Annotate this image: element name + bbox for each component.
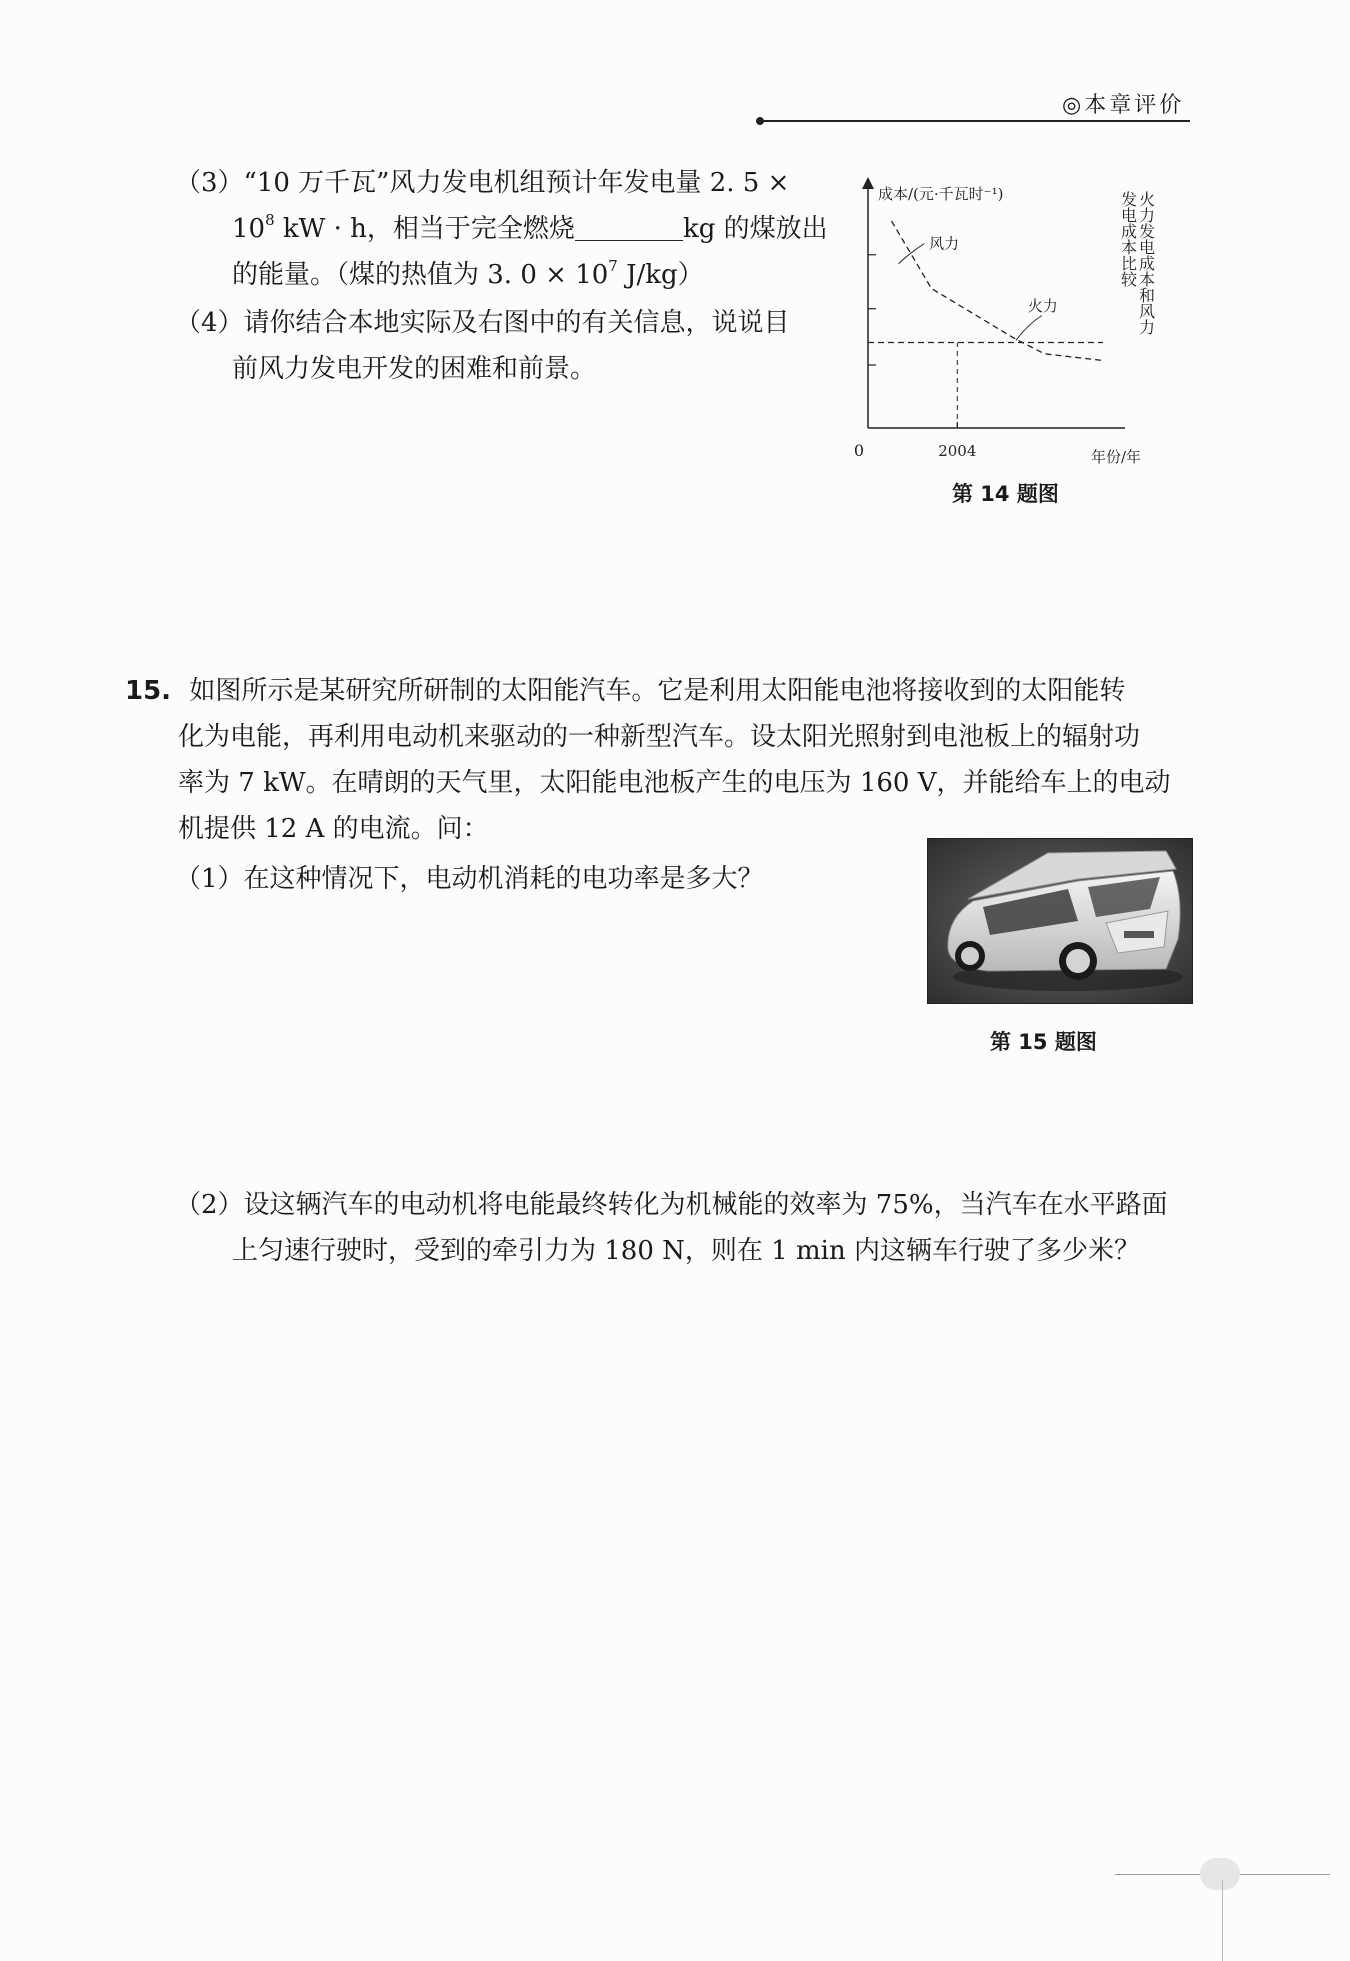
answer-blank[interactable] [575,214,683,241]
q15-number: 15. [125,676,172,706]
figure15-caption: 第 15 题图 [990,1030,1097,1054]
chart-title-col2: 发电成本比较 [1118,191,1138,287]
header-rule [760,120,1190,122]
solar-car-illustration [928,839,1192,1003]
q14-part3-line3 [232,252,704,298]
q15-line2: 化为电能，再利用电动机来驱动的一种新型汽车。设太阳光照射到电池板上的辐射功 [178,722,1141,752]
wind-annotation: 风力 [929,234,960,253]
x-axis-label: 年份/年 [1090,448,1141,465]
page-number-badge [1200,1858,1240,1890]
footer-rule-left [1115,1874,1205,1875]
q14-part3-heat-unit: J/kg） [617,260,704,290]
q15-part1: （1）在这种情况下，电动机消耗的电功率是多大？ [175,864,764,894]
q14-part3-unit: kg 的煤放出 [682,214,828,244]
q15-line4: 机提供 12 A 的电流。问： [178,814,489,844]
footer-vertical-rule [1222,1880,1223,1961]
q15-line1 [125,668,1125,714]
q15-part2-line2: 上匀速行驶时，受到的牵引力为 180 N，则在 1 min 内这辆车行驶了多少米？ [232,1236,1140,1266]
wind-leader-line [899,244,925,264]
thermal-annotation: 火力 [1027,297,1058,315]
chapter-header: ◎本章评价 [1062,93,1185,118]
q14-part4-line1: （4）请你结合本地实际及右图中的有关信息，说说目 [175,308,790,338]
q15-part2-line1: （2）设这辆汽车的电动机将电能最终转化为机械能的效率为 75%，当汽车在水平路面 [175,1190,1168,1220]
series-line-wind [892,221,1104,361]
q14-part3-base: 10 [232,214,266,244]
q14-part3-line1: （3）“10 万千瓦”风力发电机组预计年发电量 2. 5 × [175,168,790,198]
footer-rule-right [1240,1874,1330,1875]
figure14-caption: 第 14 题图 [952,482,1059,506]
x-tick-label-2004: 2004 [938,442,977,460]
q15-line3: 率为 7 kW。在晴朗的天气里，太阳能电池板产生的电压为 160 V，并能给车上的电动 [178,768,1171,798]
q14-part4-line2: 前风力发电开发的困难和前景。 [232,354,597,384]
q14-part3-line2 [232,206,828,252]
q15-line1-text: 如图所示是某研究所研制的太阳能汽车。它是利用太阳能电池将接收到的太阳能转 [189,676,1126,706]
q14-part3-heat-exp: 7 [608,257,618,275]
chart-title-col1: 火力发电成本和风力 [1136,191,1156,335]
thermal-leader-line [1016,316,1042,341]
solar-car-photo [927,838,1193,1004]
chart-axes [868,183,1125,428]
y-axis-label: 成本/(元·千瓦时⁻¹) [878,185,1004,203]
origin-label: 0 [853,441,864,460]
q14-part3-exp: 8 [265,211,275,229]
chart-series-layer [868,221,1103,361]
q14-part3-text: kW · h，相当于完全燃烧 [274,214,575,244]
chart-labels-layer [854,185,1156,465]
q14-part3-heat-text: 的能量。（煤的热值为 3. 0 × 10 [232,260,609,290]
cost-comparison-chart [850,175,1160,465]
